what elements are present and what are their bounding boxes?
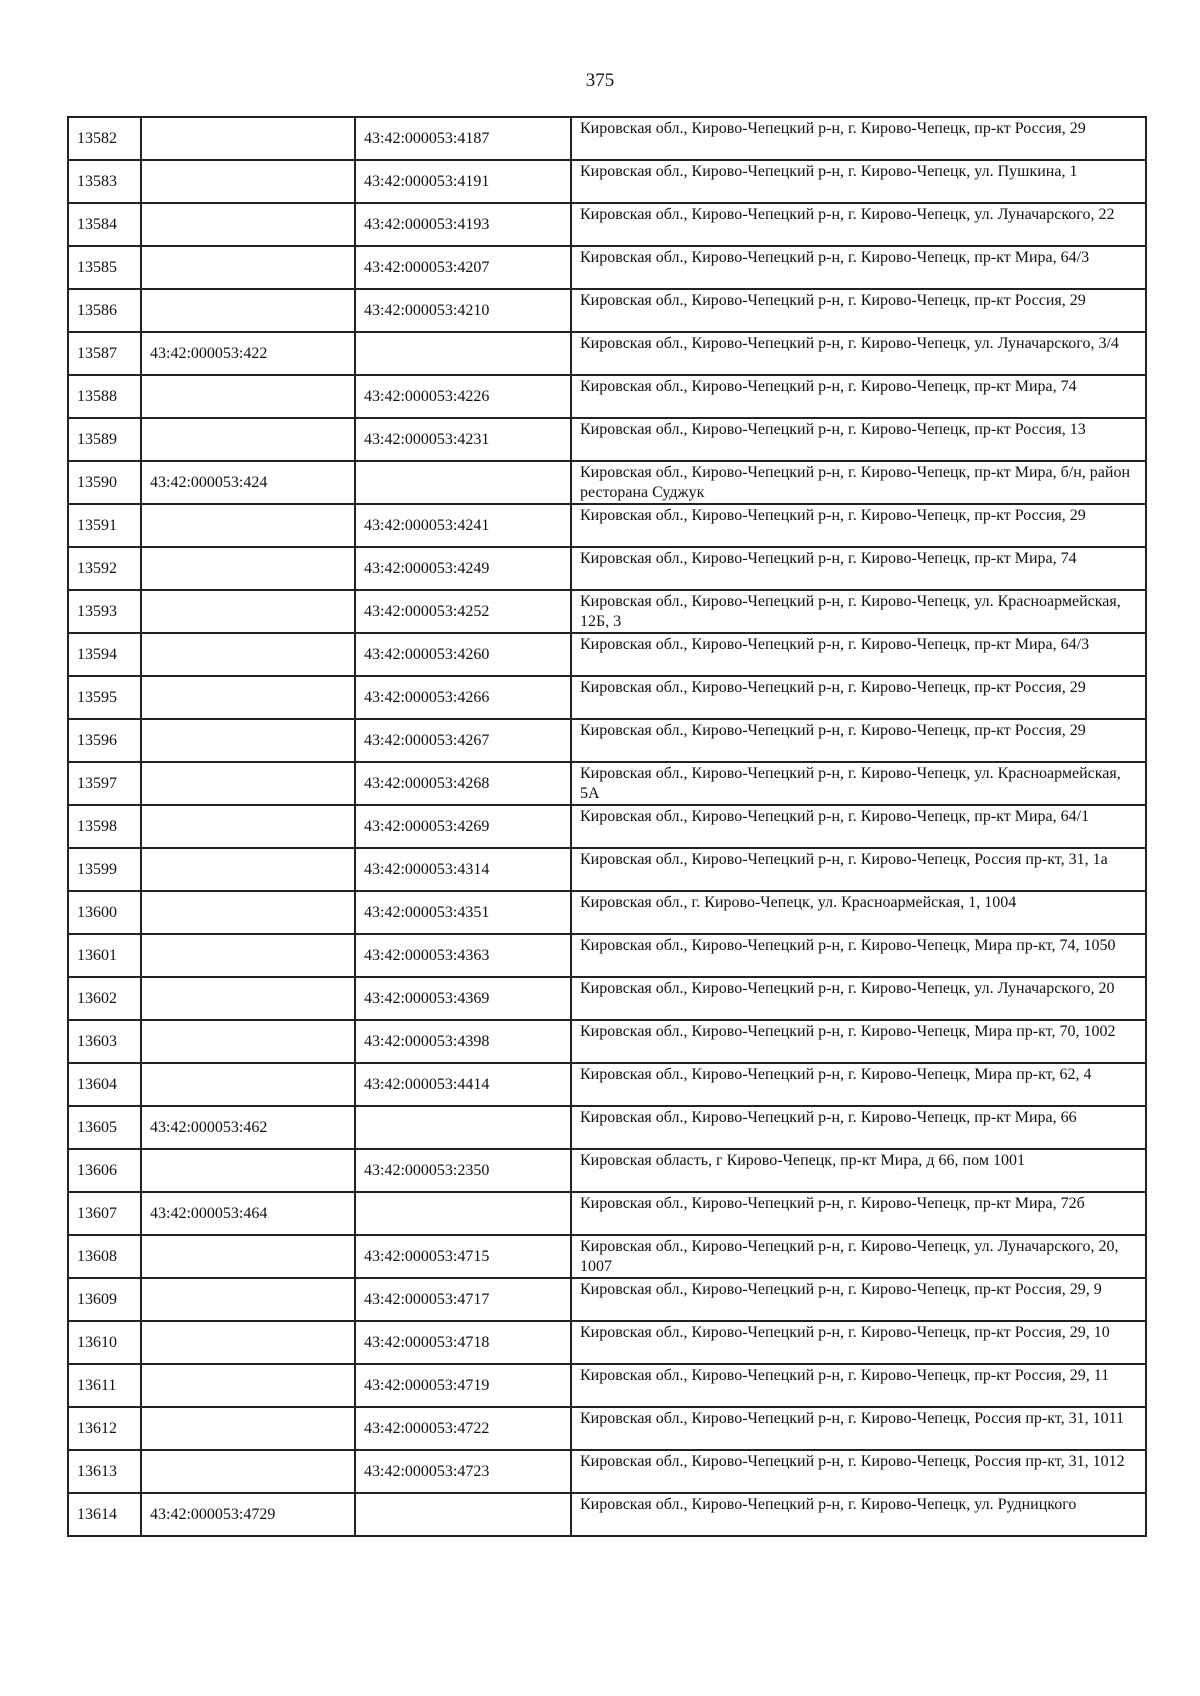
cadastral-number-1-cell bbox=[141, 719, 355, 762]
cadastral-number-1-cell: 43:42:000053:462 bbox=[141, 1106, 355, 1149]
table-row bbox=[68, 1407, 1146, 1450]
cadastral-number-2-cell bbox=[355, 1106, 571, 1149]
cadastral-number-2-cell: 43:42:000053:4314 bbox=[355, 848, 571, 891]
cadastral-number-1-cell bbox=[141, 375, 355, 418]
table-row bbox=[68, 1020, 1146, 1063]
cadastral-number-1-cell bbox=[141, 246, 355, 289]
cadastral-number-1-cell bbox=[141, 203, 355, 246]
cadastral-number-2-cell: 43:42:000053:4269 bbox=[355, 805, 571, 848]
cadastral-table bbox=[67, 116, 1147, 1537]
cadastral-number-2-cell: 43:42:000053:4249 bbox=[355, 547, 571, 590]
cadastral-number-1-cell bbox=[141, 676, 355, 719]
address-cell: Кировская обл., Кирово-Чепецкий р-н, г. Кирово-Чепецк, пр-кт Мира, 74 bbox=[571, 375, 1146, 418]
row-number-cell: 13613 bbox=[68, 1450, 141, 1493]
address-cell: Кировская обл., Кирово-Чепецкий р-н, г. Кирово-Чепецк, пр-кт Мира, 64/1 bbox=[571, 805, 1146, 848]
table-row bbox=[68, 977, 1146, 1020]
address-cell: Кировская обл., Кирово-Чепецкий р-н, г. Кирово-Чепецк, пр-кт Россия, 29 bbox=[571, 719, 1146, 762]
cadastral-number-2-cell: 43:42:000053:4207 bbox=[355, 246, 571, 289]
address-cell: Кировская обл., Кирово-Чепецкий р-н, г. Кирово-Чепецк, пр-кт Россия, 29 bbox=[571, 289, 1146, 332]
table-row bbox=[68, 762, 1146, 805]
address-cell: Кировская обл., Кирово-Чепецкий р-н, г. Кирово-Чепецк, ул. Луначарского, 20 bbox=[571, 977, 1146, 1020]
cadastral-number-2-cell: 43:42:000053:4414 bbox=[355, 1063, 571, 1106]
cadastral-number-2-cell: 43:42:000053:4717 bbox=[355, 1278, 571, 1321]
cadastral-number-1-cell bbox=[141, 891, 355, 934]
address-cell: Кировская обл., Кирово-Чепецкий р-н, г. Кирово-Чепецк, Россия пр-кт, 31, 1а bbox=[571, 848, 1146, 891]
row-number-cell: 13606 bbox=[68, 1149, 141, 1192]
cadastral-number-1-cell bbox=[141, 977, 355, 1020]
row-number-cell: 13610 bbox=[68, 1321, 141, 1364]
row-number-cell: 13608 bbox=[68, 1235, 141, 1278]
table-row bbox=[68, 375, 1146, 418]
table-row bbox=[68, 1278, 1146, 1321]
table-row bbox=[68, 934, 1146, 977]
cadastral-number-1-cell bbox=[141, 547, 355, 590]
cadastral-number-2-cell: 43:42:000053:4241 bbox=[355, 504, 571, 547]
cadastral-number-2-cell: 43:42:000053:4231 bbox=[355, 418, 571, 461]
cadastral-number-1-cell bbox=[141, 762, 355, 805]
cadastral-number-2-cell: 43:42:000053:4267 bbox=[355, 719, 571, 762]
table-row bbox=[68, 633, 1146, 676]
row-number-cell: 13594 bbox=[68, 633, 141, 676]
cadastral-number-1-cell: 43:42:000053:464 bbox=[141, 1192, 355, 1235]
cadastral-number-2-cell: 43:42:000053:4187 bbox=[355, 117, 571, 160]
row-number-cell: 13588 bbox=[68, 375, 141, 418]
cadastral-number-1-cell bbox=[141, 934, 355, 977]
cadastral-number-1-cell bbox=[141, 1450, 355, 1493]
cadastral-number-2-cell: 43:42:000053:4719 bbox=[355, 1364, 571, 1407]
row-number-cell: 13614 bbox=[68, 1493, 141, 1536]
address-cell: Кировская обл., Кирово-Чепецкий р-н, г. Кирово-Чепецк, ул. Луначарского, 22 bbox=[571, 203, 1146, 246]
row-number-cell: 13593 bbox=[68, 590, 141, 633]
address-cell: Кировская область, г Кирово-Чепецк, пр-кт Мира, д 66, пом 1001 bbox=[571, 1149, 1146, 1192]
cadastral-number-1-cell: 43:42:000053:424 bbox=[141, 461, 355, 504]
table-row bbox=[68, 117, 1146, 160]
row-number-cell: 13592 bbox=[68, 547, 141, 590]
cadastral-number-2-cell: 43:42:000053:4191 bbox=[355, 160, 571, 203]
table-row bbox=[68, 1149, 1146, 1192]
cadastral-number-1-cell: 43:42:000053:4729 bbox=[141, 1493, 355, 1536]
cadastral-number-1-cell bbox=[141, 289, 355, 332]
cadastral-number-1-cell bbox=[141, 1020, 355, 1063]
cadastral-number-2-cell bbox=[355, 1192, 571, 1235]
address-cell: Кировская обл., Кирово-Чепецкий р-н, г. Кирово-Чепецк, пр-кт Россия, 29, 9 bbox=[571, 1278, 1146, 1321]
cadastral-number-2-cell: 43:42:000053:4718 bbox=[355, 1321, 571, 1364]
cadastral-number-2-cell: 43:42:000053:4260 bbox=[355, 633, 571, 676]
table-row bbox=[68, 676, 1146, 719]
address-cell: Кировская обл., Кирово-Чепецкий р-н, г. Кирово-Чепецк, пр-кт Мира, 64/3 bbox=[571, 633, 1146, 676]
cadastral-number-1-cell bbox=[141, 805, 355, 848]
cadastral-number-1-cell bbox=[141, 1364, 355, 1407]
cadastral-number-1-cell bbox=[141, 1235, 355, 1278]
table-row bbox=[68, 848, 1146, 891]
address-cell: Кировская обл., Кирово-Чепецкий р-н, г. Кирово-Чепецк, пр-кт Мира, 66 bbox=[571, 1106, 1146, 1149]
row-number-cell: 13600 bbox=[68, 891, 141, 934]
cadastral-number-1-cell bbox=[141, 117, 355, 160]
address-cell: Кировская обл., Кирово-Чепецкий р-н, г. Кирово-Чепецк, пр-кт Россия, 29 bbox=[571, 117, 1146, 160]
cadastral-number-2-cell: 43:42:000053:4351 bbox=[355, 891, 571, 934]
row-number-cell: 13601 bbox=[68, 934, 141, 977]
table-row bbox=[68, 719, 1146, 762]
cadastral-number-2-cell: 43:42:000053:4266 bbox=[355, 676, 571, 719]
table-row bbox=[68, 1450, 1146, 1493]
address-cell: Кировская обл., Кирово-Чепецкий р-н, г. Кирово-Чепецк, пр-кт Мира, б/н, район ресторана Суджук bbox=[571, 461, 1146, 504]
row-number-cell: 13599 bbox=[68, 848, 141, 891]
address-cell: Кировская обл., Кирово-Чепецкий р-н, г. Кирово-Чепецк, Мира пр-кт, 74, 1050 bbox=[571, 934, 1146, 977]
cadastral-number-2-cell: 43:42:000053:4268 bbox=[355, 762, 571, 805]
row-number-cell: 13586 bbox=[68, 289, 141, 332]
row-number-cell: 13602 bbox=[68, 977, 141, 1020]
cadastral-number-2-cell: 43:42:000053:4398 bbox=[355, 1020, 571, 1063]
address-cell: Кировская обл., Кирово-Чепецкий р-н, г. Кирово-Чепецк, пр-кт Россия, 29 bbox=[571, 676, 1146, 719]
table-body bbox=[68, 117, 1146, 1536]
cadastral-number-2-cell: 43:42:000053:4226 bbox=[355, 375, 571, 418]
cadastral-number-2-cell: 43:42:000053:2350 bbox=[355, 1149, 571, 1192]
row-number-cell: 13583 bbox=[68, 160, 141, 203]
row-number-cell: 13582 bbox=[68, 117, 141, 160]
row-number-cell: 13612 bbox=[68, 1407, 141, 1450]
cadastral-number-2-cell: 43:42:000053:4210 bbox=[355, 289, 571, 332]
row-number-cell: 13609 bbox=[68, 1278, 141, 1321]
address-cell: Кировская обл., Кирово-Чепецкий р-н, г. Кирово-Чепецк, пр-кт Россия, 29, 11 bbox=[571, 1364, 1146, 1407]
table-row bbox=[68, 203, 1146, 246]
cadastral-number-1-cell bbox=[141, 160, 355, 203]
address-cell: Кировская обл., Кирово-Чепецкий р-н, г. Кирово-Чепецк, ул. Луначарского, 20, 1007 bbox=[571, 1235, 1146, 1278]
address-cell: Кировская обл., Кирово-Чепецкий р-н, г. Кирово-Чепецк, пр-кт Россия, 29 bbox=[571, 504, 1146, 547]
table-row bbox=[68, 805, 1146, 848]
cadastral-number-2-cell bbox=[355, 332, 571, 375]
table-row bbox=[68, 590, 1146, 633]
address-cell: Кировская обл., г. Кирово-Чепецк, ул. Красноармейская, 1, 1004 bbox=[571, 891, 1146, 934]
cadastral-number-1-cell bbox=[141, 1278, 355, 1321]
address-cell: Кировская обл., Кирово-Чепецкий р-н, г. Кирово-Чепецк, ул. Рудницкого bbox=[571, 1493, 1146, 1536]
table-row bbox=[68, 1493, 1146, 1536]
address-cell: Кировская обл., Кирово-Чепецкий р-н, г. Кирово-Чепецк, пр-кт Россия, 13 bbox=[571, 418, 1146, 461]
row-number-cell: 13595 bbox=[68, 676, 141, 719]
address-cell: Кировская обл., Кирово-Чепецкий р-н, г. Кирово-Чепецк, пр-кт Мира, 72б bbox=[571, 1192, 1146, 1235]
table-row bbox=[68, 418, 1146, 461]
row-number-cell: 13597 bbox=[68, 762, 141, 805]
cadastral-number-2-cell: 43:42:000053:4723 bbox=[355, 1450, 571, 1493]
cadastral-number-1-cell bbox=[141, 1407, 355, 1450]
table-row bbox=[68, 504, 1146, 547]
address-cell: Кировская обл., Кирово-Чепецкий р-н, г. Кирово-Чепецк, Мира пр-кт, 62, 4 bbox=[571, 1063, 1146, 1106]
cadastral-number-1-cell bbox=[141, 1063, 355, 1106]
address-cell: Кировская обл., Кирово-Чепецкий р-н, г. Кирово-Чепецк, пр-кт Мира, 64/3 bbox=[571, 246, 1146, 289]
table-row bbox=[68, 246, 1146, 289]
row-number-cell: 13585 bbox=[68, 246, 141, 289]
cadastral-number-1-cell bbox=[141, 504, 355, 547]
table-row bbox=[68, 332, 1146, 375]
address-cell: Кировская обл., Кирово-Чепецкий р-н, г. Кирово-Чепецк, Россия пр-кт, 31, 1011 bbox=[571, 1407, 1146, 1450]
row-number-cell: 13604 bbox=[68, 1063, 141, 1106]
table-row bbox=[68, 1321, 1146, 1364]
row-number-cell: 13584 bbox=[68, 203, 141, 246]
cadastral-number-2-cell: 43:42:000053:4722 bbox=[355, 1407, 571, 1450]
cadastral-number-1-cell bbox=[141, 1149, 355, 1192]
table-row bbox=[68, 289, 1146, 332]
table-row bbox=[68, 1364, 1146, 1407]
address-cell: Кировская обл., Кирово-Чепецкий р-н, г. Кирово-Чепецк, пр-кт Россия, 29, 10 bbox=[571, 1321, 1146, 1364]
row-number-cell: 13596 bbox=[68, 719, 141, 762]
cadastral-number-2-cell: 43:42:000053:4252 bbox=[355, 590, 571, 633]
cadastral-number-1-cell bbox=[141, 848, 355, 891]
row-number-cell: 13607 bbox=[68, 1192, 141, 1235]
address-cell: Кировская обл., Кирово-Чепецкий р-н, г. Кирово-Чепецк, Россия пр-кт, 31, 1012 bbox=[571, 1450, 1146, 1493]
address-cell: Кировская обл., Кирово-Чепецкий р-н, г. Кирово-Чепецк, ул. Пушкина, 1 bbox=[571, 160, 1146, 203]
row-number-cell: 13611 bbox=[68, 1364, 141, 1407]
table-row bbox=[68, 547, 1146, 590]
cadastral-number-1-cell bbox=[141, 418, 355, 461]
cadastral-number-2-cell: 43:42:000053:4363 bbox=[355, 934, 571, 977]
table-row bbox=[68, 1063, 1146, 1106]
table-row bbox=[68, 461, 1146, 504]
cadastral-number-2-cell: 43:42:000053:4369 bbox=[355, 977, 571, 1020]
row-number-cell: 13587 bbox=[68, 332, 141, 375]
address-cell: Кировская обл., Кирово-Чепецкий р-н, г. Кирово-Чепецк, ул. Красноармейская, 12Б, 3 bbox=[571, 590, 1146, 633]
row-number-cell: 13589 bbox=[68, 418, 141, 461]
address-cell: Кировская обл., Кирово-Чепецкий р-н, г. Кирово-Чепецк, ул. Красноармейская, 5А bbox=[571, 762, 1146, 805]
row-number-cell: 13603 bbox=[68, 1020, 141, 1063]
table-row bbox=[68, 160, 1146, 203]
cadastral-number-2-cell: 43:42:000053:4715 bbox=[355, 1235, 571, 1278]
cadastral-number-1-cell: 43:42:000053:422 bbox=[141, 332, 355, 375]
address-cell: Кировская обл., Кирово-Чепецкий р-н, г. Кирово-Чепецк, ул. Луначарского, 3/4 bbox=[571, 332, 1146, 375]
row-number-cell: 13591 bbox=[68, 504, 141, 547]
cadastral-number-1-cell bbox=[141, 633, 355, 676]
table-row bbox=[68, 891, 1146, 934]
cadastral-number-1-cell bbox=[141, 590, 355, 633]
table-row bbox=[68, 1106, 1146, 1149]
row-number-cell: 13598 bbox=[68, 805, 141, 848]
table-row bbox=[68, 1192, 1146, 1235]
row-number-cell: 13590 bbox=[68, 461, 141, 504]
page-number: 375 bbox=[585, 70, 615, 91]
address-cell: Кировская обл., Кирово-Чепецкий р-н, г. Кирово-Чепецк, пр-кт Мира, 74 bbox=[571, 547, 1146, 590]
cadastral-number-2-cell bbox=[355, 1493, 571, 1536]
row-number-cell: 13605 bbox=[68, 1106, 141, 1149]
address-cell: Кировская обл., Кирово-Чепецкий р-н, г. Кирово-Чепецк, Мира пр-кт, 70, 1002 bbox=[571, 1020, 1146, 1063]
cadastral-number-2-cell bbox=[355, 461, 571, 504]
cadastral-number-2-cell: 43:42:000053:4193 bbox=[355, 203, 571, 246]
cadastral-number-1-cell bbox=[141, 1321, 355, 1364]
table-row bbox=[68, 1235, 1146, 1278]
